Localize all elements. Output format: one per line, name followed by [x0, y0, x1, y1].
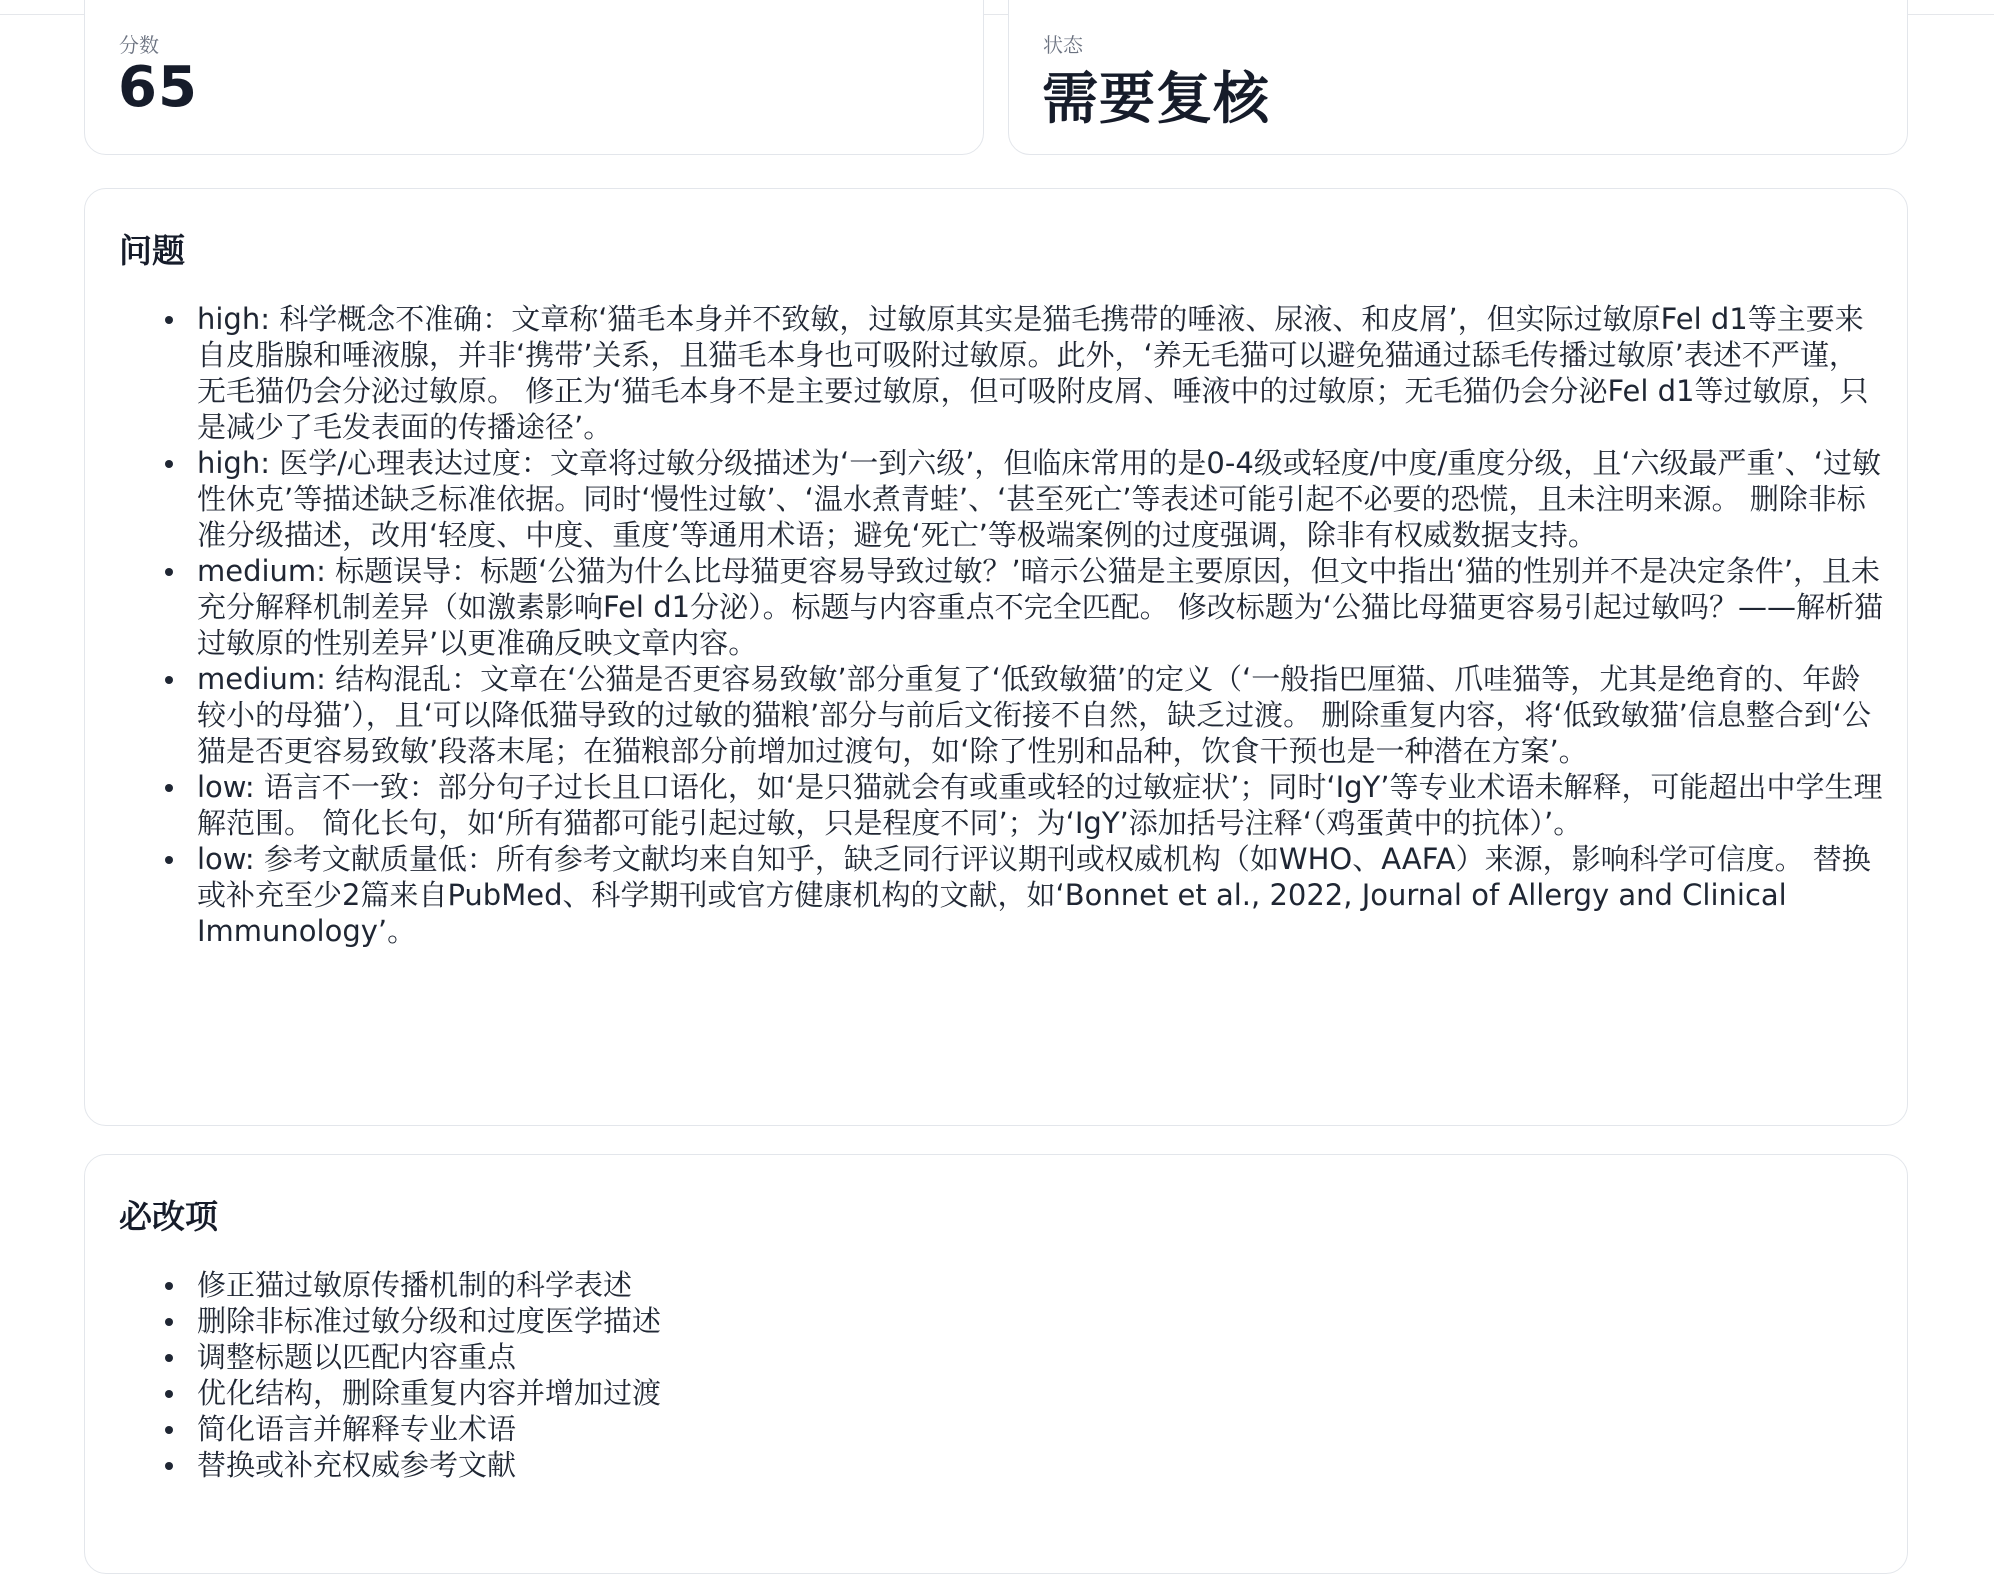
score-label: 分数: [119, 33, 159, 57]
status-value: 需要复核: [1042, 67, 1270, 132]
issues-list: [163, 301, 1885, 949]
issue-item: low: 语言不一致：部分句子过长且口语化，如‘是只猫就会有或重或轻的过敏症状’；同时‘IgY’等专业术语未解释，可能超出中学生理解范围。 简化长句，如‘所有猫都可能引起过敏，只是程度不同’；为‘IgY’添加括号注释‘（鸡蛋黄中的抗体）’。: [163, 769, 1885, 841]
required-change-item: 优化结构，删除重复内容并增加过渡: [163, 1375, 1885, 1411]
issue-item: high: 科学概念不准确：文章称‘猫毛本身并不致敏，过敏原其实是猫毛携带的唾液、尿液、和皮屑’，但实际过敏原Fel d1等主要来自皮脂腺和唾液腺，并非‘携带’关系，且猫毛本身也可吸附过敏原。此外，‘养无毛猫可以避免猫通过舔毛传播过敏原’表述不严谨，无毛猫仍会分泌过敏原。 修正为‘猫毛本身不是主要过敏原，但可吸附皮屑、唾液中的过敏原；无毛猫仍会分泌Fel d1等过敏原，只是减少了毛发表面的传播途径’。: [163, 301, 1885, 445]
score-card: [84, 0, 984, 155]
issue-item: medium: 标题误导：标题‘公猫为什么比母猫更容易导致过敏？’暗示公猫是主要原因，但文中指出‘猫的性别并不是决定条件’，且未充分解释机制差异（如激素影响Fel d1分泌）。标题与内容重点不完全匹配。 修改标题为‘公猫比母猫更容易引起过敏吗？——解析猫过敏原的性别差异’以更准确反映文章内容。: [163, 553, 1885, 661]
issue-item: medium: 结构混乱：文章在‘公猫是否更容易致敏’部分重复了‘低致敏猫’的定义（‘一般指巴厘猫、爪哇猫等，尤其是绝育的、年龄较小的母猫’），且‘可以降低猫导致的过敏的猫粮’部分与前后文衔接不自然，缺乏过渡。 删除重复内容，将‘低致敏猫’信息整合到‘公猫是否更容易致敏’段落末尾；在猫粮部分前增加过渡句，如‘除了性别和品种，饮食干预也是一种潜在方案’。: [163, 661, 1885, 769]
status-card: [1008, 0, 1908, 155]
required-change-item: 简化语言并解释专业术语: [163, 1411, 1885, 1447]
required-change-item: 删除非标准过敏分级和过度医学描述: [163, 1303, 1885, 1339]
issues-card: [84, 188, 1908, 1126]
required-changes-list: [163, 1267, 1885, 1483]
required-change-item: 替换或补充权威参考文献: [163, 1447, 1885, 1483]
issue-item: low: 参考文献质量低：所有参考文献均来自知乎，缺乏同行评议期刊或权威机构（如WHO、AAFA）来源，影响科学可信度。 替换或补充至少2篇来自PubMed、科学期刊或官方健康机构的文献，如‘Bonnet et al., 2022, Journal of Allergy and Clinical Immunology’。: [163, 841, 1885, 949]
required-changes-card: [84, 1154, 1908, 1574]
required-changes-title: 必改项: [119, 1197, 218, 1236]
issues-title: 问题: [119, 231, 185, 270]
required-change-item: 修正猫过敏原传播机制的科学表述: [163, 1267, 1885, 1303]
score-value: 65: [118, 55, 198, 120]
required-change-item: 调整标题以匹配内容重点: [163, 1339, 1885, 1375]
issue-item: high: 医学/心理表达过度：文章将过敏分级描述为‘一到六级’，但临床常用的是0-4级或轻度/中度/重度分级，且‘六级最严重’、‘过敏性休克’等描述缺乏标准依据。同时‘慢性过敏’、‘温水煮青蛙’、‘甚至死亡’等表述可能引起不必要的恐慌，且未注明来源。 删除非标准分级描述，改用‘轻度、中度、重度’等通用术语；避免‘死亡’等极端案例的过度强调，除非有权威数据支持。: [163, 445, 1885, 553]
status-label: 状态: [1043, 33, 1083, 57]
